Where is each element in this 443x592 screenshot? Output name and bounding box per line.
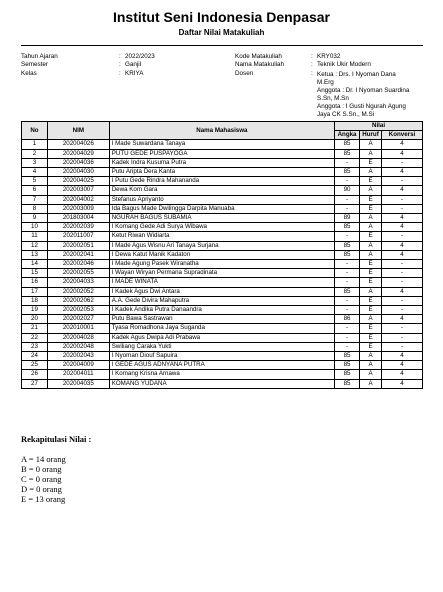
row-nim: 202004029 [47, 149, 109, 158]
recap-line: D = 0 orang [21, 484, 62, 494]
row-nim: 202004028 [47, 333, 109, 342]
recap-line: B = 0 orang [21, 464, 62, 474]
dosen-line: Jaya CK S.Sn., M.Si [317, 111, 375, 118]
table-row [22, 370, 423, 379]
row-nama: I Kadek Andika Putra Danaandra [109, 306, 334, 315]
row-angka: 85 [335, 168, 360, 177]
table-row [22, 306, 423, 315]
header-konversi: Konversi [382, 131, 423, 140]
colon: : [119, 70, 121, 77]
row-angka: - [335, 306, 360, 315]
row-huruf: A [360, 140, 382, 149]
colon: : [119, 53, 121, 60]
table-row [22, 241, 423, 250]
row-no: 3 [22, 158, 48, 167]
table-row [22, 315, 423, 324]
row-huruf: E [360, 306, 382, 315]
row-angka: - [335, 278, 360, 287]
row-nama: I Made Agung Pasek Wiranatha [109, 260, 334, 269]
row-angka: 90 [335, 186, 360, 195]
dosen-line: Anggota : Dr. I Nyoman Suardina [317, 87, 410, 94]
row-no: 24 [22, 352, 48, 361]
row-no: 2 [22, 149, 48, 158]
row-no: 8 [22, 204, 48, 213]
institution-title: Institut Seni Indonesia Denpasar [112, 9, 331, 25]
row-huruf: A [360, 315, 382, 324]
row-nim: 202002041 [47, 250, 109, 259]
row-nama: Kadek Agus Dwipa Adi Prabawa [109, 333, 334, 342]
dosen-line: Ketua : Drs. I Nyoman Dana [317, 71, 396, 78]
row-nim: 202004002 [47, 195, 109, 204]
row-huruf: E [360, 324, 382, 333]
row-angka: 85 [335, 241, 360, 250]
grades-body [22, 140, 423, 388]
row-huruf: A [360, 241, 382, 250]
semester-value: Ganjil [125, 61, 142, 68]
row-nama: I Wayan Wiryan Permana Supradinata [109, 269, 334, 278]
row-huruf: E [360, 177, 382, 186]
recap-title: Rekapitulasi Nilai : [21, 434, 92, 444]
header-angka: Angka [335, 131, 360, 140]
row-angka: - [335, 333, 360, 342]
table-row [22, 149, 423, 158]
row-konversi: - [382, 278, 423, 287]
colon: : [311, 70, 313, 77]
colon: : [311, 53, 313, 60]
row-nama: Putu Bawa Sastrawan [109, 315, 334, 324]
row-angka: 85 [335, 287, 360, 296]
row-no: 7 [22, 195, 48, 204]
row-konversi: 4 [382, 214, 423, 223]
row-huruf: A [360, 379, 382, 388]
row-nim: 202010001 [47, 324, 109, 333]
row-nim: 202004033 [47, 278, 109, 287]
row-konversi: - [382, 195, 423, 204]
table-row [22, 195, 423, 204]
row-no: 4 [22, 168, 48, 177]
row-nama: I Komang Krisna Arnawa [109, 370, 334, 379]
row-angka: 85 [335, 250, 360, 259]
row-angka: - [335, 324, 360, 333]
row-nim: 202002053 [47, 306, 109, 315]
row-no: 20 [22, 315, 48, 324]
row-no: 21 [22, 324, 48, 333]
row-nim: 202002052 [47, 287, 109, 296]
table-row [22, 223, 423, 232]
table-row [22, 204, 423, 213]
row-nim: 202011007 [47, 232, 109, 241]
row-nim: 202002043 [47, 352, 109, 361]
row-angka: - [335, 204, 360, 213]
row-konversi: - [382, 260, 423, 269]
dosen-line: Anggota : I Gusti Ngurah Agung [317, 103, 406, 110]
row-huruf: A [360, 168, 382, 177]
row-nim: 202004011 [47, 370, 109, 379]
row-angka: 85 [335, 370, 360, 379]
table-row [22, 186, 423, 195]
dosen-label: Dosen [235, 70, 254, 77]
row-nim: 202002055 [47, 269, 109, 278]
row-nim: 202004025 [47, 177, 109, 186]
row-nama: PUTU GEDE PUSPAYOGA [109, 149, 334, 158]
table-row [22, 232, 423, 241]
recap-section [21, 434, 91, 504]
row-konversi: - [382, 204, 423, 213]
row-konversi: 4 [382, 315, 423, 324]
row-nim: 202004036 [47, 158, 109, 167]
row-konversi: 4 [382, 223, 423, 232]
row-konversi: - [382, 158, 423, 167]
row-huruf: A [360, 352, 382, 361]
row-huruf: E [360, 195, 382, 204]
row-konversi: 4 [382, 168, 423, 177]
row-no: 22 [22, 333, 48, 342]
row-nama: NGURAH BAGUS SUBAMIA [109, 214, 334, 223]
recap-line: C = 0 orang [21, 474, 62, 484]
row-nama: I GEDE AGUS ADNYANA PUTRA [109, 361, 334, 370]
dosen-list [317, 71, 409, 119]
row-huruf: E [360, 269, 382, 278]
row-konversi: 4 [382, 370, 423, 379]
row-konversi: 4 [382, 149, 423, 158]
row-nim: 202004035 [47, 379, 109, 388]
row-angka: - [335, 296, 360, 305]
table-row [22, 158, 423, 167]
table-row [22, 260, 423, 269]
nama-matakuliah-label: Nama Matakuliah [235, 61, 284, 68]
row-konversi: 4 [382, 186, 423, 195]
row-huruf: A [360, 214, 382, 223]
row-huruf: A [360, 223, 382, 232]
row-konversi: 4 [382, 140, 423, 149]
row-nama: I Dewa Katut Manik Kadaton [109, 250, 334, 259]
row-nim: 202004009 [47, 361, 109, 370]
recap-line: A = 14 orang [21, 454, 66, 464]
table-row [22, 324, 423, 333]
row-konversi: - [382, 296, 423, 305]
table-row [22, 140, 423, 149]
row-nama: I Putu Gede Rindra Mahananda [109, 177, 334, 186]
row-nim: 202002039 [47, 223, 109, 232]
header-huruf: Huruf [360, 131, 382, 140]
row-nama: I Nyoman Diouf Sapuira [109, 352, 334, 361]
row-angka: - [335, 195, 360, 204]
row-no: 11 [22, 232, 48, 241]
row-nim: 202004026 [47, 140, 109, 149]
row-nim: 202003009 [47, 204, 109, 213]
row-no: 12 [22, 241, 48, 250]
row-nama: I Made Agus Wisnu Ari Tanaya Surjana [109, 241, 334, 250]
row-huruf: A [360, 186, 382, 195]
row-konversi: 4 [382, 361, 423, 370]
row-no: 14 [22, 260, 48, 269]
row-huruf: E [360, 158, 382, 167]
kelas-label: Kelas [21, 70, 37, 77]
row-angka: 85 [335, 361, 360, 370]
table-row [22, 269, 423, 278]
meta-left [21, 53, 221, 83]
header-nama: Nama Mahasiswa [109, 122, 334, 140]
row-nim: 202002027 [47, 315, 109, 324]
row-nim: 202002048 [47, 342, 109, 351]
table-row [22, 177, 423, 186]
table-row [22, 278, 423, 287]
kode-matakuliah-label: Kode Matakuliah [235, 53, 282, 60]
row-nama: Swiliang Caraka Yukti [109, 342, 334, 351]
row-no: 19 [22, 306, 48, 315]
row-no: 17 [22, 287, 48, 296]
row-huruf: E [360, 342, 382, 351]
document-subtitle: Daftar Nilai Matakuliah [178, 28, 265, 37]
row-nama: Putu Aripta Dera Kanta [109, 168, 334, 177]
row-huruf: A [360, 370, 382, 379]
row-no: 26 [22, 370, 48, 379]
row-angka: - [335, 177, 360, 186]
row-konversi: 4 [382, 287, 423, 296]
row-konversi: 4 [382, 379, 423, 388]
row-huruf: E [360, 232, 382, 241]
dosen-line: S.Sn, M.Sn [317, 95, 349, 102]
row-nama: Ketut Riwan Widiarta [109, 232, 334, 241]
row-huruf: E [360, 296, 382, 305]
row-konversi: 4 [382, 250, 423, 259]
row-nama: Ida Bagus Made Dwilingga Darpita Manuaba [109, 204, 334, 213]
row-angka: 86 [335, 315, 360, 324]
row-no: 9 [22, 214, 48, 223]
row-nama: I Komang Gede Adi Surya Wibawa [109, 223, 334, 232]
row-angka: - [335, 342, 360, 351]
kelas-value: KRIYA [125, 70, 144, 77]
row-huruf: A [360, 149, 382, 158]
row-nama: I Made Suwardana Tanaya [109, 140, 334, 149]
table-row [22, 250, 423, 259]
header-nim: NIM [47, 122, 109, 140]
row-nim: 202002062 [47, 296, 109, 305]
table-row [22, 214, 423, 223]
table-row [22, 168, 423, 177]
row-konversi: - [382, 342, 423, 351]
row-no: 18 [22, 296, 48, 305]
row-nim: 202002046 [47, 260, 109, 269]
table-row [22, 352, 423, 361]
row-angka: - [335, 269, 360, 278]
row-konversi: - [382, 177, 423, 186]
kode-matakuliah-value: KRY032 [317, 53, 341, 60]
row-konversi: - [382, 324, 423, 333]
row-angka: 85 [335, 352, 360, 361]
row-huruf: A [360, 287, 382, 296]
row-no: 6 [22, 186, 48, 195]
colon: : [311, 61, 313, 68]
row-konversi: - [382, 269, 423, 278]
row-angka: - [335, 158, 360, 167]
tahun-ajaran-value: 2022/2023 [125, 53, 155, 60]
row-angka: 85 [335, 149, 360, 158]
row-huruf: E [360, 260, 382, 269]
header-no: No [22, 122, 48, 140]
semester-label: Semester [21, 61, 48, 68]
row-nim: 202002051 [47, 241, 109, 250]
row-huruf: A [360, 250, 382, 259]
row-angka: 85 [335, 223, 360, 232]
row-nama: Dewa Kom Gara [109, 186, 334, 195]
table-row [22, 361, 423, 370]
table-row [22, 333, 423, 342]
row-angka: 89 [335, 214, 360, 223]
row-angka: - [335, 232, 360, 241]
row-no: 1 [22, 140, 48, 149]
table-row [22, 379, 423, 388]
row-konversi: - [382, 333, 423, 342]
row-nama: KOMANG YUDANA [109, 379, 334, 388]
colon: : [119, 61, 121, 68]
row-nama: I Kadek Agus Dwi Antara [109, 287, 334, 296]
row-konversi: 4 [382, 241, 423, 250]
row-nim: 202004030 [47, 168, 109, 177]
row-konversi: 4 [382, 352, 423, 361]
nama-matakuliah-value: Teknik Ukir Modern [317, 61, 371, 68]
row-nama: Tyasa Romadhona Jaya Suganda [109, 324, 334, 333]
table-row [22, 287, 423, 296]
row-konversi: - [382, 232, 423, 241]
row-huruf: E [360, 204, 382, 213]
row-nama: I MADE WINATA [109, 278, 334, 287]
table-row [22, 296, 423, 305]
row-no: 25 [22, 361, 48, 370]
tahun-ajaran-label: Tahun Ajaran [21, 53, 58, 60]
header-nilai: Nilai [335, 122, 423, 131]
row-no: 16 [22, 278, 48, 287]
recap-line: E = 13 orang [21, 494, 66, 504]
row-no: 10 [22, 223, 48, 232]
row-konversi: - [382, 306, 423, 315]
dosen-line: M.Erg [317, 79, 334, 86]
table-row [22, 342, 423, 351]
row-huruf: E [360, 278, 382, 287]
row-nama: Kadek Indra Kusuma Putra [109, 158, 334, 167]
row-huruf: A [360, 361, 382, 370]
header-divider [21, 45, 423, 46]
row-nama: A.A. Gede Divira Mahaputra [109, 296, 334, 305]
row-huruf: E [360, 333, 382, 342]
row-no: 5 [22, 177, 48, 186]
row-no: 13 [22, 250, 48, 259]
row-nama: Stefanus Apriyanto [109, 195, 334, 204]
row-angka: 85 [335, 140, 360, 149]
row-no: 23 [22, 342, 48, 351]
row-nim: 201803004 [47, 214, 109, 223]
grades-table [21, 121, 423, 389]
row-no: 27 [22, 379, 48, 388]
row-nim: 202003007 [47, 186, 109, 195]
row-no: 15 [22, 269, 48, 278]
row-angka: - [335, 260, 360, 269]
row-angka: 85 [335, 379, 360, 388]
